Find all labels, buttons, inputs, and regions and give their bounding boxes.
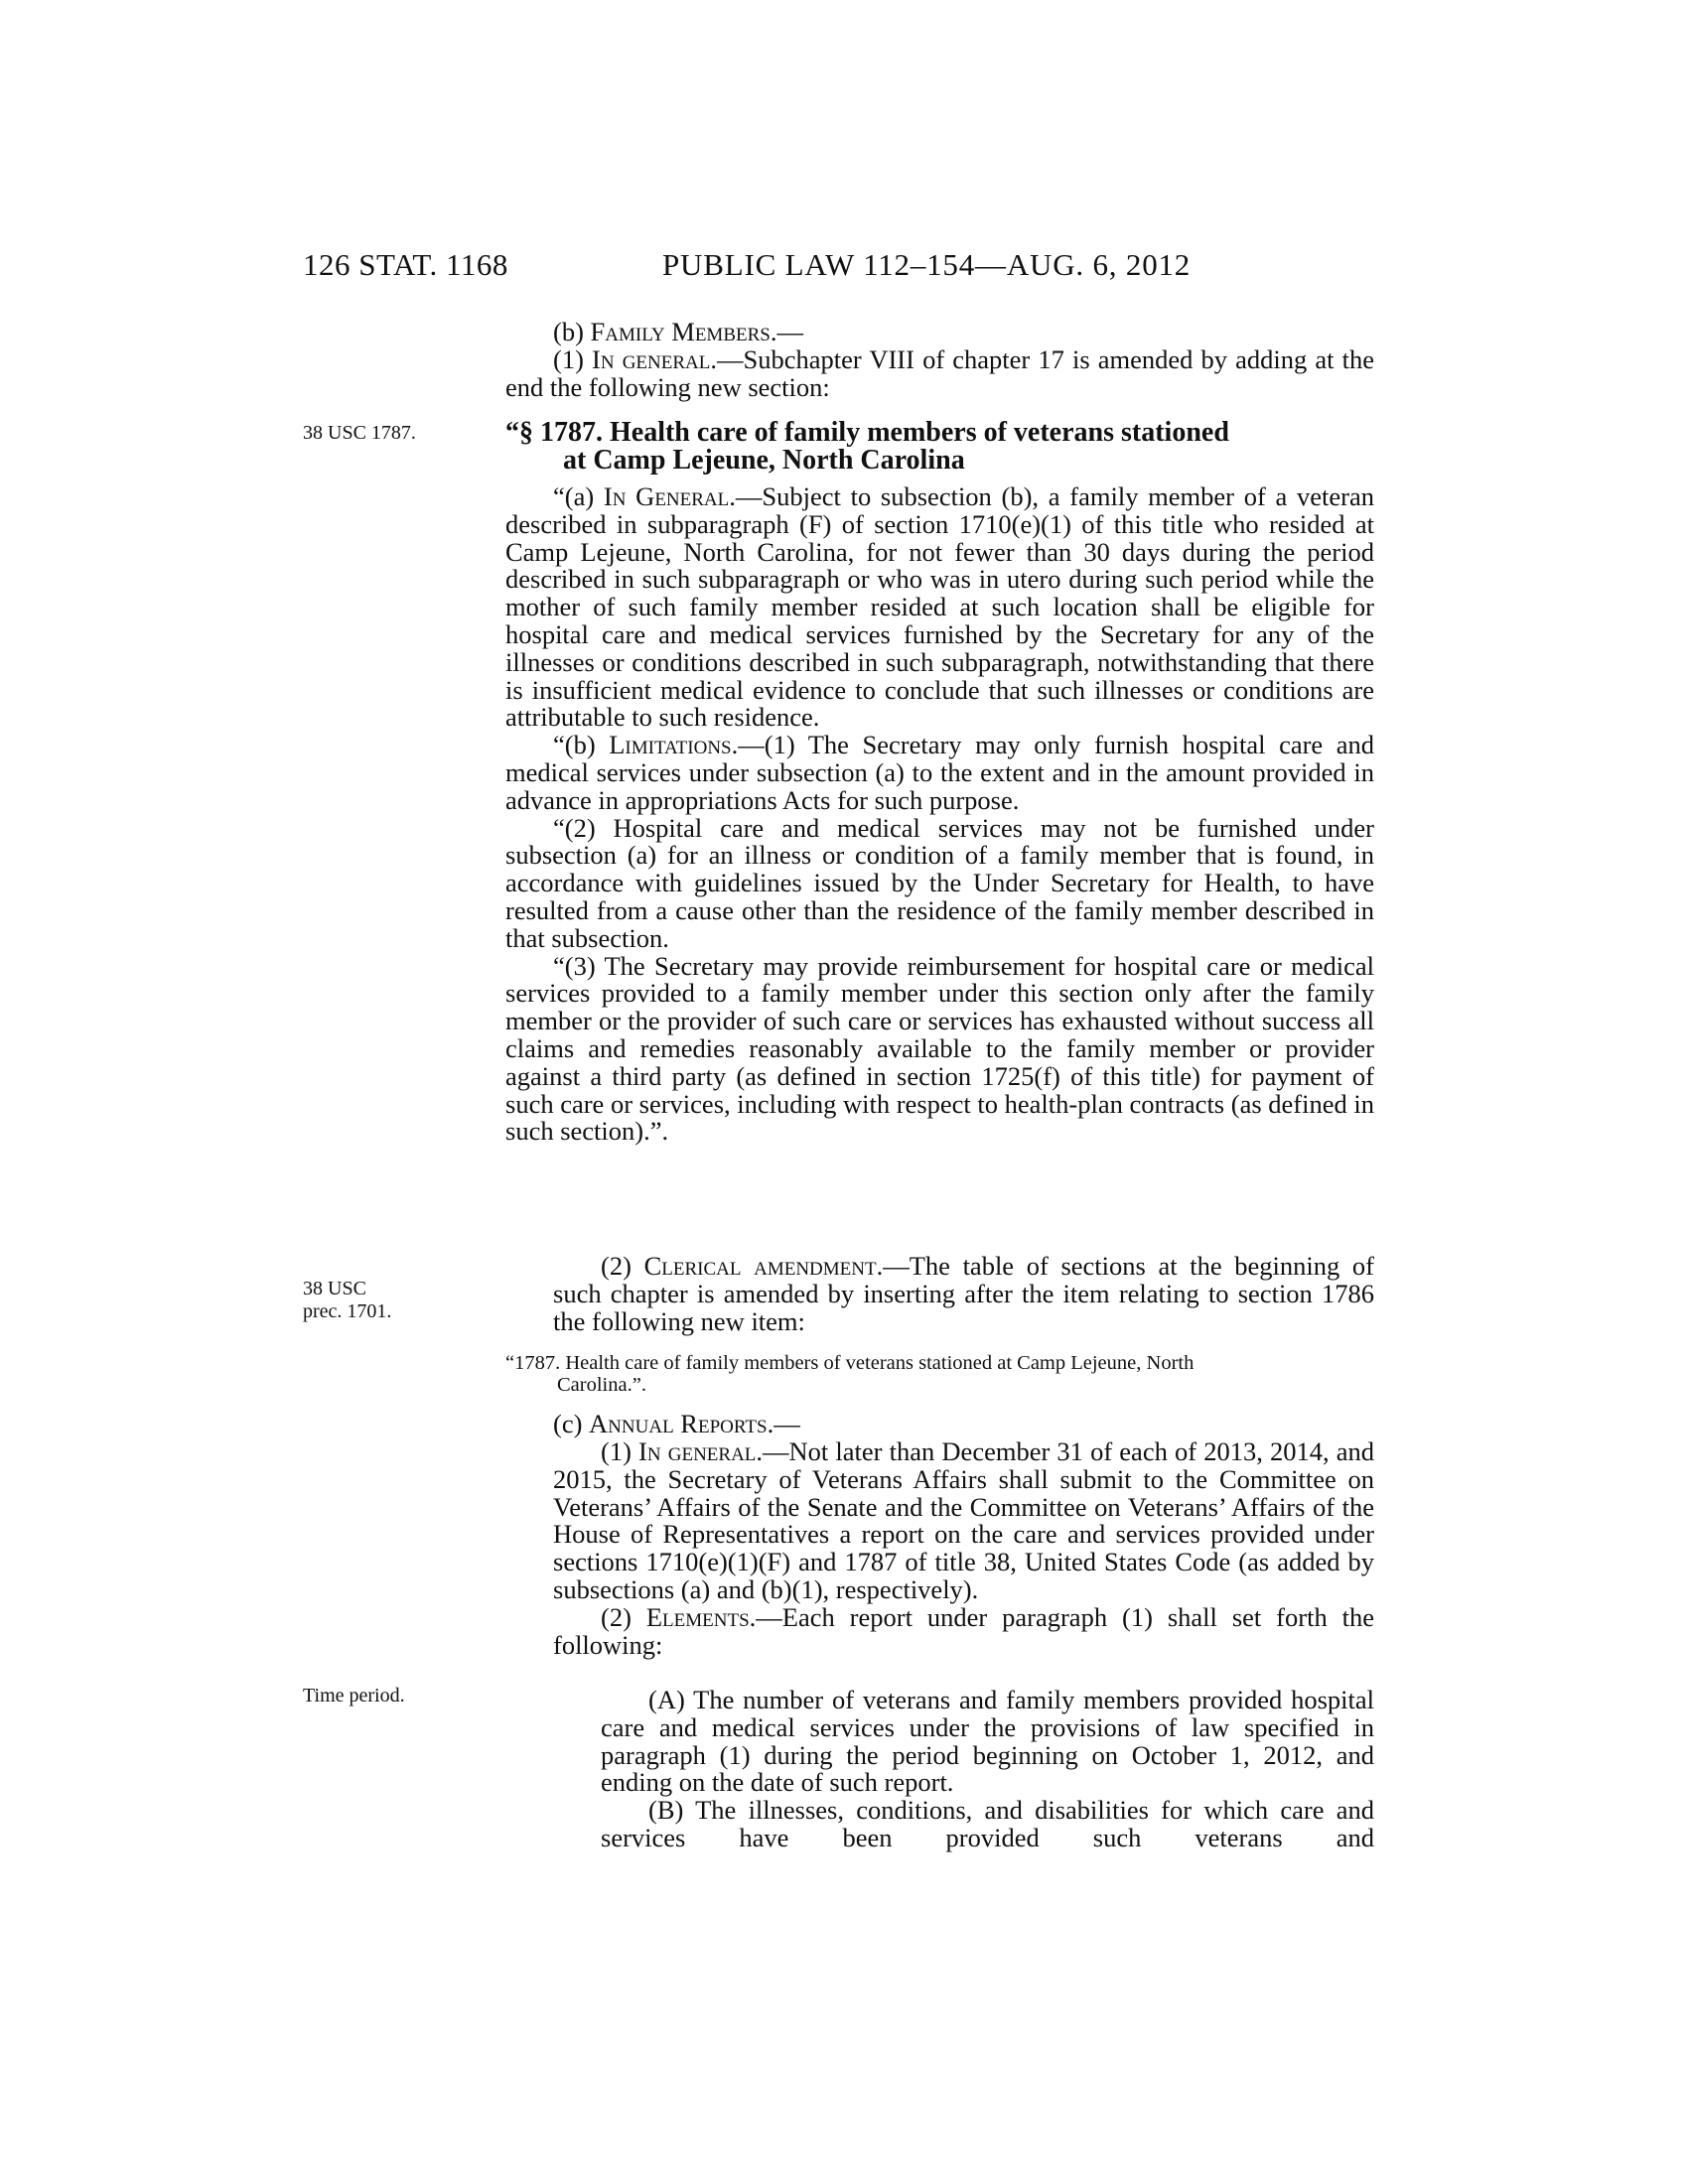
- toc-item-line2: Carolina.”.: [557, 1374, 646, 1396]
- table-of-sections-item: [505, 1352, 1374, 1396]
- section-b-block: [505, 319, 1374, 401]
- margin-note-usc-prec-line1: 38 USC: [303, 1278, 366, 1299]
- section-c-heading: (c) Annual Reports.—: [553, 1409, 800, 1438]
- section-c-paragraph-1: (1) In general.—Not later than December 31 of each of 2013, 2014, and 2015, the Secretary of Veterans Affairs shall submit to the Committee on Veterans’ Affairs of the Senate and the Committee on Veterans’ Affairs of the House of Representatives a report on the care and services provided under sections 1710(e)(1)(F) and 1787 of title 38, United States Code (as added by subsections (a) and (b)(1), respectively).: [553, 1436, 1374, 1604]
- section-c-subparagraph-a: (A) The number of veterans and family members provided hospital care and medical services under the provisions of law specified in paragraph (1) during the period beginning on October 1, 2012, and ending on the date of such report.: [601, 1685, 1374, 1798]
- section-c-subparagraphs: [601, 1687, 1374, 1852]
- new-section-heading-line1: “§ 1787. Health care of family members of veterans stationed: [505, 417, 1229, 448]
- section-b-paragraph-1: (1) In general.—Subchapter VIII of chapter 17 is amended by adding at the end the following new section:: [505, 343, 1375, 402]
- clerical-amendment-paragraph: (2) Clerical amendment.—The table of sections at the beginning of such chapter is amended by inserting after the item relating to section 1786 the following new item:: [553, 1251, 1374, 1336]
- section-c-paragraph-2: (2) Elements.—Each report under paragraph (1) shall set forth the following:: [553, 1601, 1375, 1660]
- section-b-heading: (b) Family Members.—: [553, 317, 803, 346]
- section-c-paragraphs: [553, 1438, 1374, 1659]
- clerical-amendment: [553, 1253, 1374, 1335]
- margin-note-usc-prec: [303, 1278, 391, 1323]
- section-c-subparagraph-b: (B) The illnesses, conditions, and disabilities for which care and services have been provided such veterans and: [601, 1795, 1374, 1852]
- page-stat-reference: 126 STAT. 1168: [303, 247, 508, 282]
- subsection-b-1: “(b) Limitations.—(1) The Secretary may only furnish hospital care and medical services under subsection (a) to the extent and in the amount provided in advance in appropriations Acts for such purpose.: [505, 730, 1375, 815]
- margin-note-time-period: Time period.: [303, 1685, 405, 1706]
- new-section-body: [505, 483, 1374, 1146]
- subsection-b-2: “(2) Hospital care and medical services may not be furnished under subsection (a) for an illness or condition of a family member that is found, in accordance with guidelines issued by the Under Secretary for Health, to have resulted from a cause other than the residence of the family member described in that subsection.: [505, 812, 1374, 953]
- page-law-title: PUBLIC LAW 112–154—AUG. 6, 2012: [662, 247, 1192, 282]
- subsection-a: “(a) In General.—Subject to subsection (b), a family member of a veteran described in subparagraph (F) of section 1710(e)(1) of this title who resided at Camp Lejeune, North Carolina, for not fewer than 30 days during the period described in such subparagraph or who was in utero during such period while the mother of such family member resided at such location shall be eligible for hospital care and medical services furnished by the Secretary for any of the illnesses or conditions described in such subparagraph, notwithstanding that there is insufficient medical evidence to conclude that such illnesses or conditions are attributable to such residence.: [505, 481, 1374, 733]
- toc-item-line1: “1787. Health care of family members of veterans stationed at Camp Lejeune, North: [505, 1352, 1195, 1374]
- margin-note-usc-1787: 38 USC 1787.: [303, 422, 416, 444]
- new-section-heading: [505, 419, 1374, 475]
- new-section-heading-line2: at Camp Lejeune, North Carolina: [563, 445, 965, 476]
- subsection-b-3: “(3) The Secretary may provide reimbursement for hospital care or medical services provided to a family member under this section only after the family member or the provider of such care or services has exhausted without success all claims and remedies reasonably available to the family member or provider against a third party (as defined in section 1725(f) of this title) for payment of such care or services, including with respect to health-plan contracts (as defined in such section).”.: [505, 950, 1374, 1147]
- section-c-block: [505, 1411, 1374, 1438]
- margin-note-usc-prec-line2: prec. 1701.: [303, 1300, 392, 1322]
